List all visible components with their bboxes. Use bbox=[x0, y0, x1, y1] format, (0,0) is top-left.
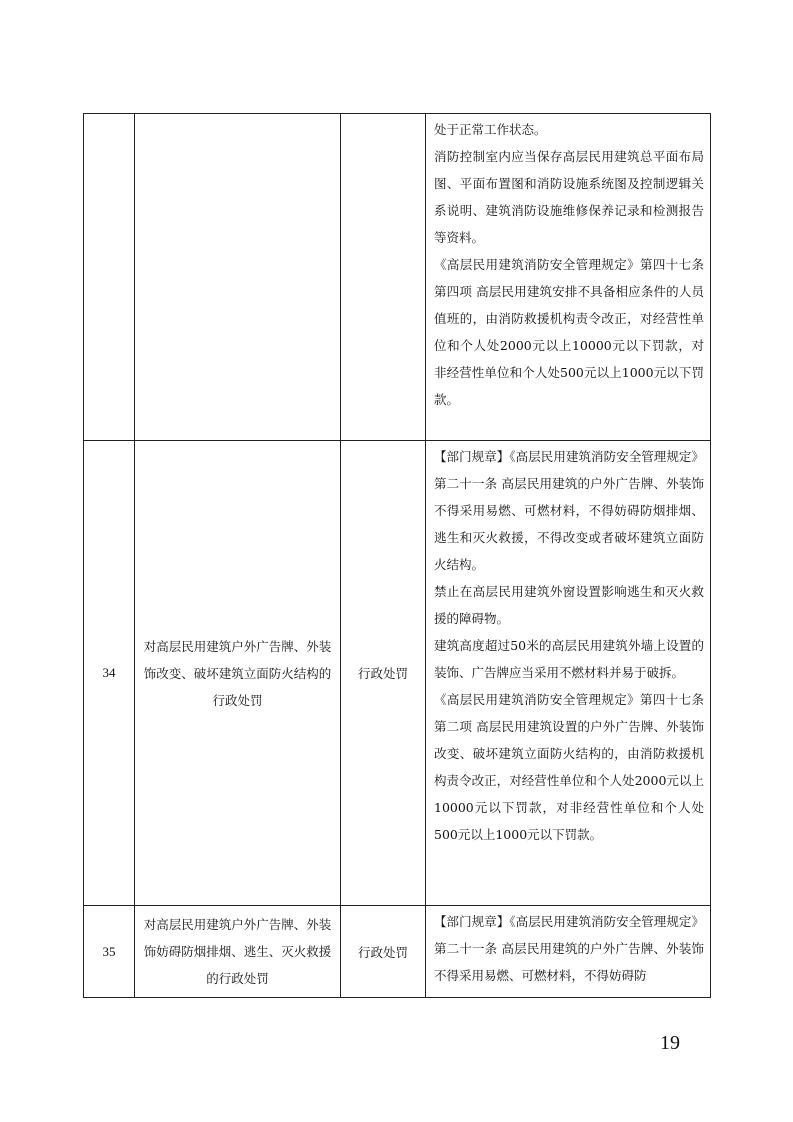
basis-paragraph: 消防控制室内应当保存高层民用建筑总平面布局图、平面布置图和消防设施系统图及控制逻辑关系说明、建筑消防设施维修保养记录和检测报告等资料。 bbox=[434, 149, 704, 245]
item-name-cell bbox=[135, 114, 341, 441]
table-row bbox=[84, 441, 711, 906]
item-name-cell: 对高层民用建筑户外广告牌、外装饰改变、破坏建筑立面防火结构的行政处罚 bbox=[135, 441, 341, 906]
basis-paragraph: 处于正常工作状态。 bbox=[434, 122, 547, 137]
basis-paragraph: 禁止在高层民用建筑外窗设置影响逃生和灭火救援的障碍物。 bbox=[434, 584, 704, 626]
item-type-cell: 行政处罚 bbox=[341, 906, 426, 998]
table-row bbox=[84, 114, 711, 441]
row-number-cell: 34 bbox=[84, 441, 135, 906]
row-number-cell: 35 bbox=[84, 906, 135, 998]
legal-basis-cell bbox=[426, 441, 711, 906]
page-number: 19 bbox=[660, 1032, 680, 1054]
item-name-cell: 对高层民用建筑户外广告牌、外装饰妨碍防烟排烟、逃生、灭火救援的行政处罚 bbox=[135, 906, 341, 998]
row-number-cell bbox=[84, 114, 135, 441]
basis-paragraph: 建筑高度超过50米的高层民用建筑外墙上设置的装饰、广告牌应当采用不燃材料并易于破拆。 bbox=[434, 638, 704, 680]
basis-paragraph: 《高层民用建筑消防安全管理规定》第四十七条第四项 高层民用建筑安排不具备相应条件的人员值班的，由消防救援机构责令改正，对经营性单位和个人处2000元以上10000元以下罚款，对非经营性单位和个人处500元以上1000元以下罚款。 bbox=[434, 257, 704, 407]
item-type-cell bbox=[341, 114, 426, 441]
item-type-cell: 行政处罚 bbox=[341, 441, 426, 906]
basis-paragraph: 【部门规章】《高层民用建筑消防安全管理规定》第二十一条 高层民用建筑的户外广告牌、外装饰不得采用易燃、可燃材料，不得妨碍防烟排烟、逃生和灭火救援，不得改变或者破坏建筑立面防火结构。 bbox=[434, 449, 704, 572]
legal-basis-cell bbox=[426, 906, 711, 998]
basis-paragraph: 《高层民用建筑消防安全管理规定》第四十七条第二项 高层民用建筑设置的户外广告牌、外装饰改变、破坏建筑立面防火结构的，由消防救援机构责令改正，对经营性单位和个人处2000元以上10000元以下罚款，对非经营性单位和个人处500元以上1000元以下罚款。 bbox=[434, 692, 704, 842]
table-row bbox=[84, 906, 711, 998]
legal-basis-cell bbox=[426, 114, 711, 441]
regulation-table bbox=[83, 113, 711, 998]
basis-paragraph: 【部门规章】《高层民用建筑消防安全管理规定》第二十一条 高层民用建筑的户外广告牌、外装饰不得采用易燃、可燃材料，不得妨碍防 bbox=[434, 914, 704, 983]
